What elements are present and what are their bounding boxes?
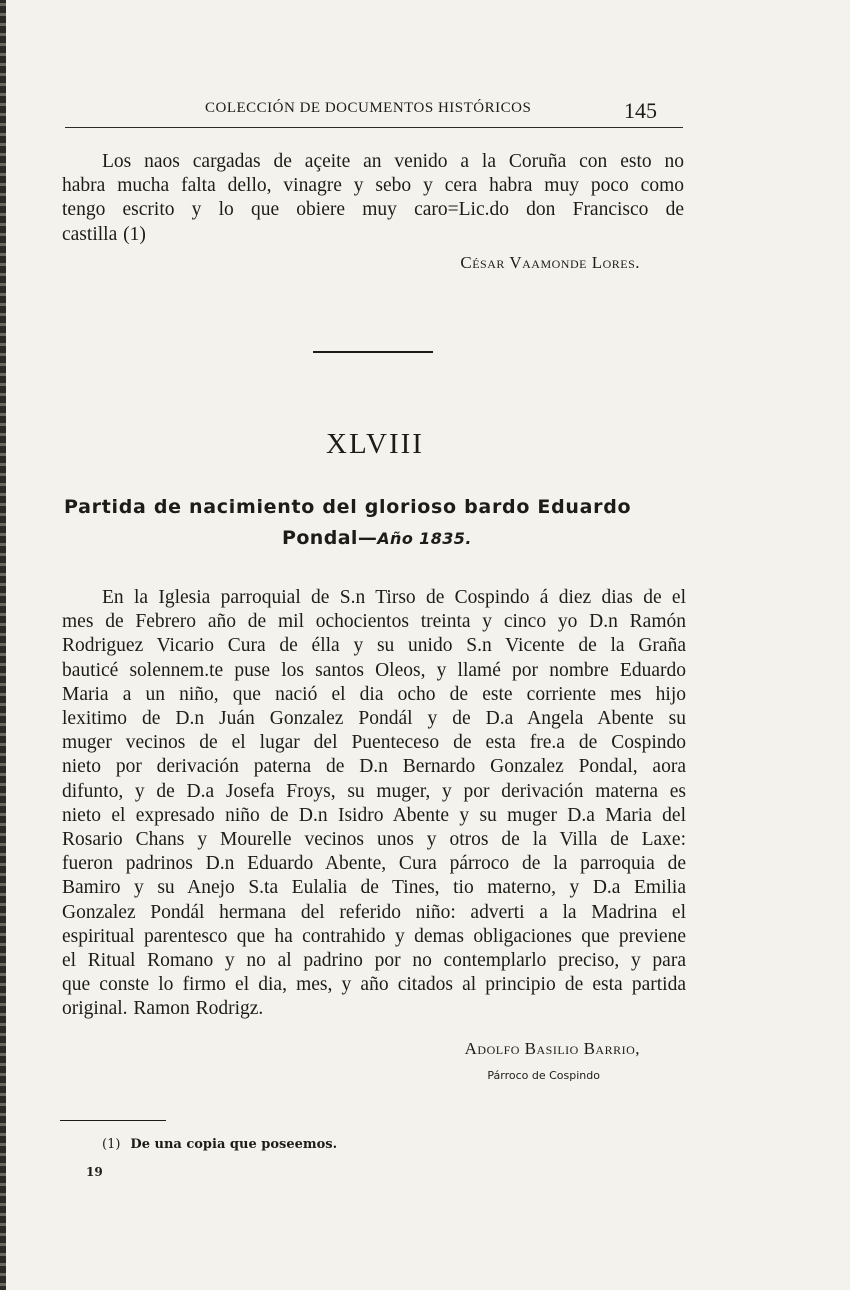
section-divider [313,351,433,353]
document-line: Rosario Chans y Mourelle vecinos unos y otros de la Villa de Laxe: [62,829,686,851]
document-line: lexitimo de D.n Juán Gonzalez Pondál y de D.a Angela Abente su [62,708,686,730]
section-title-line1: Partida de nacimiento del glorioso bardo Eduardo [64,496,632,518]
section-title-main: Pondal— [282,527,378,549]
document-line: nieto por derivación paterna de D.n Bernardo Gonzalez Pondal, aora [62,756,686,778]
document-line: muger vecinos de el lugar del Puenteceso de esta fre.a de Cospindo [62,732,686,754]
footnote-text: De una copia que poseemos. [130,1137,338,1152]
letter-signature: César Vaamonde Lores. [460,253,640,272]
document-line: espiritual parentesco que ha contrahido y demas obligaciones que previene [62,925,686,947]
document-line: mes de Febrero año de mil ochocientos treinta y cinco yo D.n Ramón [62,611,686,633]
document-line: Bamiro y su Anejo S.ta Eulalia de Tines, tio materno, y D.a Emilia [62,877,686,899]
header-rule [65,127,683,128]
document-line: original. Ramon Rodrigz. [62,998,264,1020]
document-line: Gonzalez Pondál hermana del referido niño: adverti a la Madrina el [62,901,686,923]
section-number: XLVIII [326,428,424,460]
footnote-rule [60,1120,166,1121]
section-title-year: Año 1835. [377,529,472,548]
document-line: fueron padrinos D.n Eduardo Abente, Cura párroco de la parroquia de [62,853,686,875]
running-head: COLECCIÓN DE DOCUMENTOS HISTÓRICOS [205,100,532,116]
page-number: 145 [624,98,657,123]
letter-paragraph [62,150,684,247]
document-line: En la Iglesia parroquial de S.n Tirso de Cospindo á diez dias de el [102,587,686,608]
footnote-marker: (1) [102,1137,121,1152]
document-line: Maria a un niño, que nació el dia ocho de este corriente mes hijo [62,683,686,705]
document-paragraph [62,586,686,1022]
letter-line: castilla (1) [62,223,146,245]
document-line: Rodriguez Vicario Cura de élla y su unido S.n Vicente de la Graña [62,635,686,657]
document-signature: Adolfo Basilio Barrio, [464,1039,640,1058]
letter-line: habra mucha falta dello, vinagre y sebo y cera habra muy poco como [62,175,684,197]
document-line: que conste lo firmo el dia, mes, y año citados al principio de esta partida [62,974,686,996]
document-line: bauticé solennem.te puse los santos Oleos, y llamé por nombre Eduardo [62,659,686,681]
letter-line: tengo escrito y lo que obiere muy caro=Lic.do don Francisco de [62,199,684,221]
document-line: nieto el expresado niño de D.n Isidro Abente y su muger D.a Maria del [62,804,686,826]
document-line: el Ritual Romano y no al padrino por no contemplarlo preciso, y para [62,950,686,972]
footnote [102,1137,502,1152]
section-title-line2 [282,527,542,549]
document-line: difunto, y de D.a Josefa Froys, su muger, y por derivación materna es [62,780,686,802]
printer-signature-mark: 19 [86,1165,103,1179]
document-signature-role: Párroco de Cospindo [487,1069,600,1082]
letter-line: Los naos cargadas de açeite an venido a la Coruña con esto no [102,151,684,172]
